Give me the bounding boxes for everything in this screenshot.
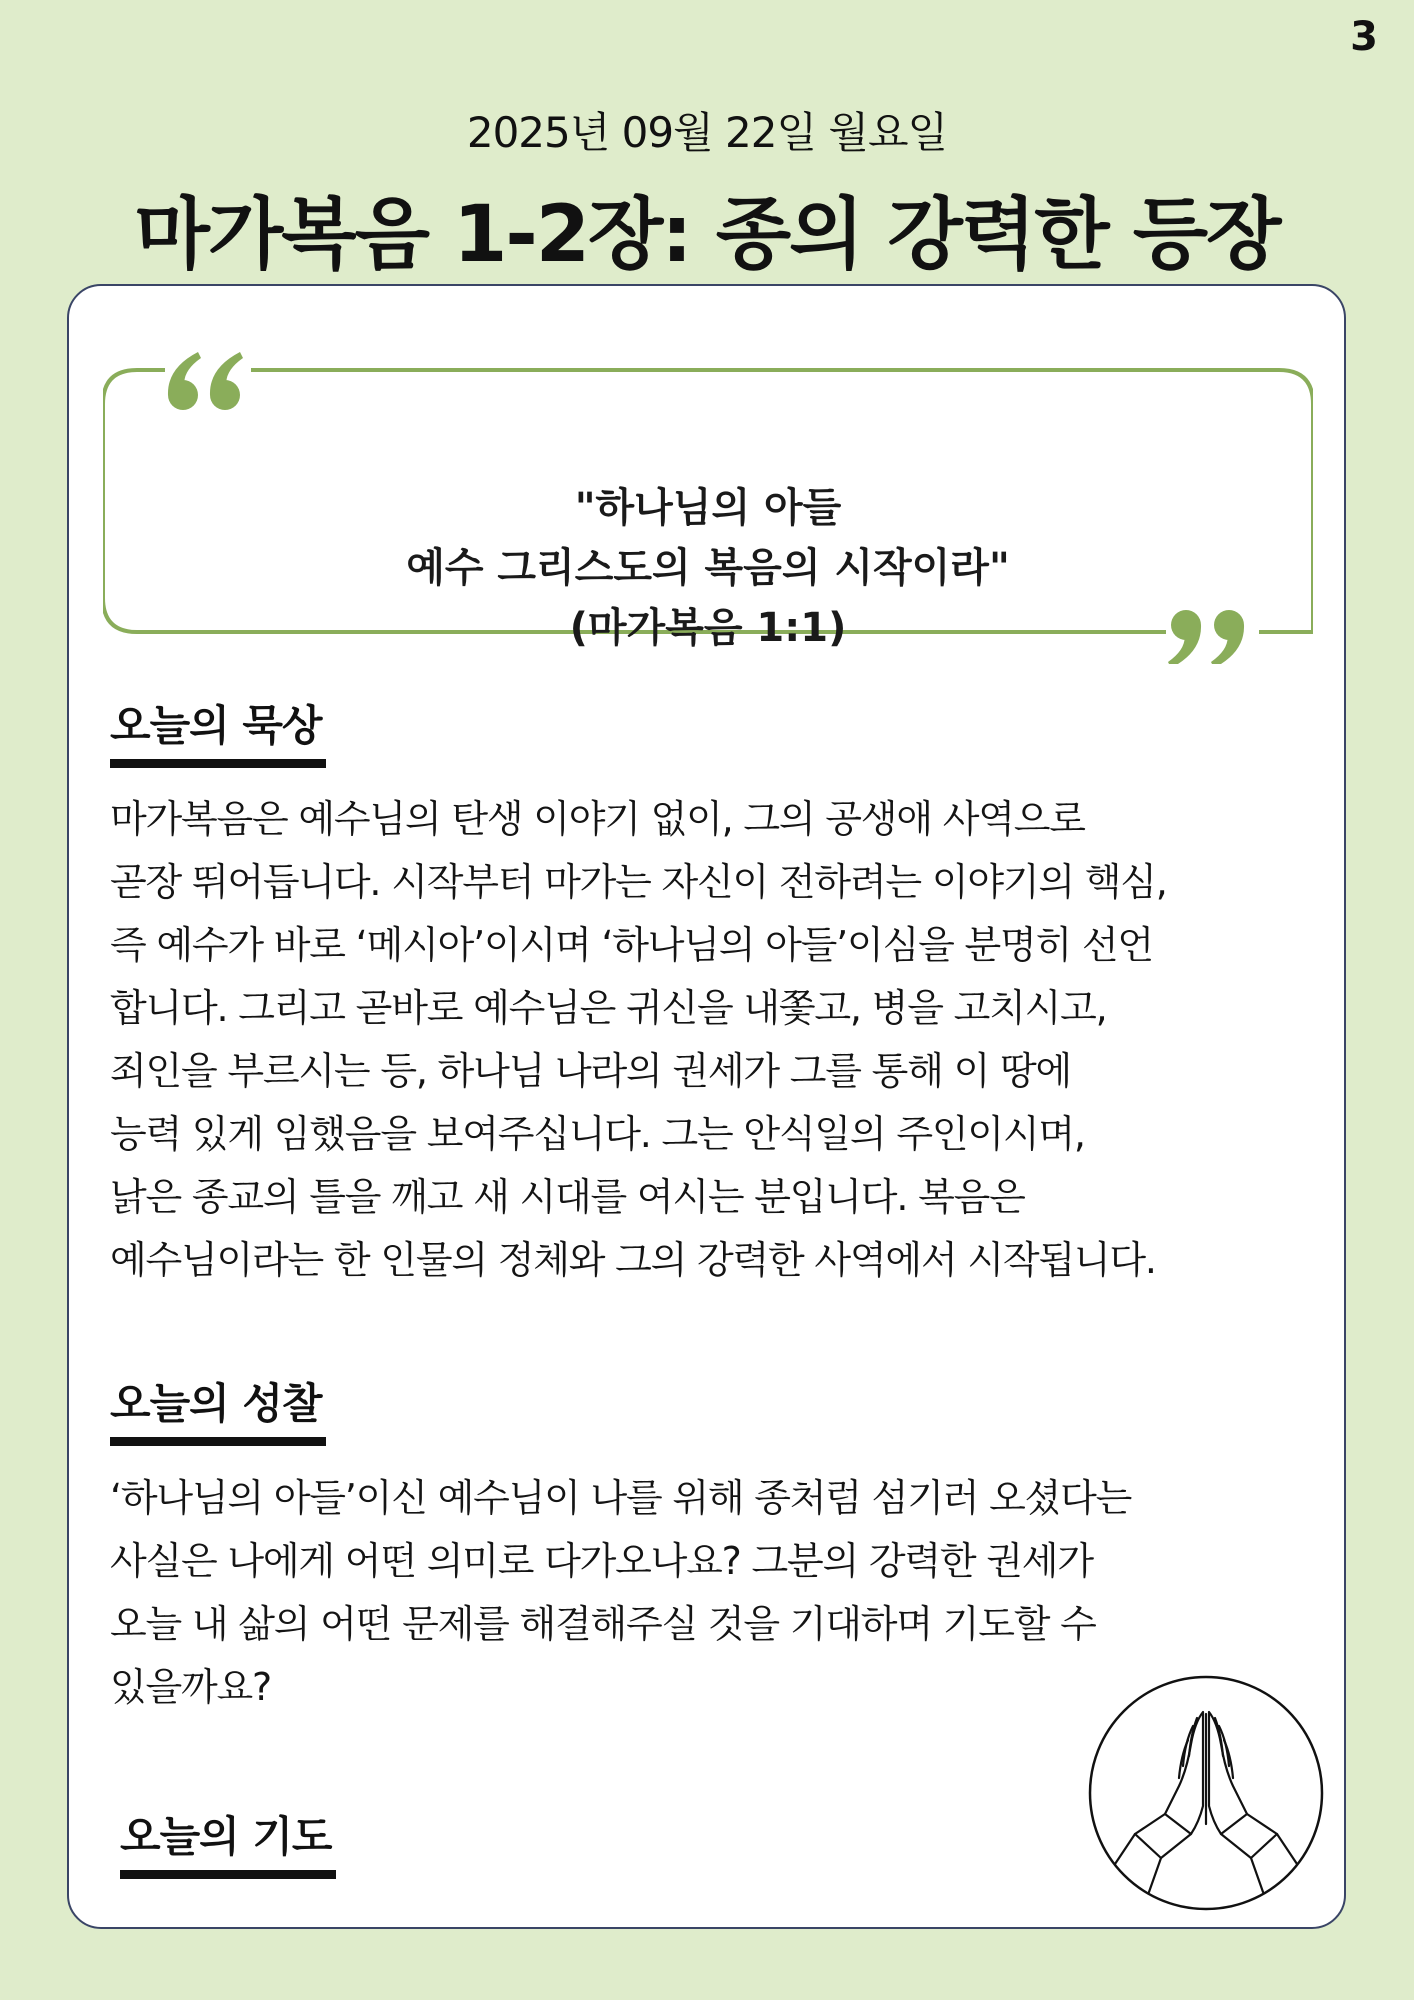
open-quote-icon [168, 352, 243, 410]
meditation-underline [110, 759, 326, 768]
reflection-line: 있을까요? [110, 1665, 272, 1709]
meditation-line: 곧장 뛰어듭니다. 시작부터 마가는 자신이 전하려는 이야기의 핵심, [110, 860, 1167, 904]
prayer-heading: 오늘의 기도 [120, 1812, 332, 1861]
meditation-line: 마가복음은 예수님의 탄생 이야기 없이, 그의 공생애 사역으로 [110, 797, 1085, 841]
meditation-line: 합니다. 그리고 곧바로 예수님은 귀신을 내쫓고, 병을 고치시고, [110, 986, 1107, 1030]
meditation-heading: 오늘의 묵상 [110, 701, 322, 750]
quote-line: "하나님의 아들 [574, 485, 842, 531]
scripture-quote-box [103, 348, 1313, 664]
quote-line: 예수 그리스도의 복음의 시작이라" [406, 545, 1010, 591]
meditation-text [110, 788, 1320, 1292]
quote-reference: (마가복음 1:1) [569, 605, 847, 651]
reflection-line: 오늘 내 삶의 어떤 문제를 해결해주실 것을 기대하며 기도할 수 [110, 1602, 1096, 1646]
meditation-line: 즉 예수가 바로 ‘메시아’이시며 ‘하나님의 아들’이심을 분명히 선언 [110, 923, 1153, 967]
reflection-heading: 오늘의 성찰 [110, 1379, 322, 1428]
page-title: 마가복음 1-2장: 종의 강력한 등장 [134, 190, 1280, 280]
reflection-underline [110, 1437, 326, 1446]
devotional-card [67, 284, 1346, 1929]
meditation-line: 낡은 종교의 틀을 깨고 새 시대를 여시는 분입니다. 복음은 [110, 1175, 1025, 1219]
meditation-line: 죄인을 부르시는 등, 하나님 나라의 권세가 그를 통해 이 땅에 [110, 1049, 1071, 1093]
reflection-line: ‘하나님의 아들’이신 예수님이 나를 위해 종처럼 섬기러 오셨다는 [110, 1476, 1132, 1520]
meditation-line: 예수님이라는 한 인물의 정체와 그의 강력한 사역에서 시작됩니다. [110, 1238, 1156, 1282]
date-line: 2025년 09월 22일 월요일 [466, 108, 948, 157]
scripture-quote [103, 478, 1313, 658]
meditation-line: 능력 있게 임했음을 보여주십니다. 그는 안식일의 주인이시며, [110, 1112, 1085, 1156]
page-number: 3 [1350, 14, 1378, 60]
prayer-underline [120, 1870, 336, 1879]
praying-hands-icon [1087, 1674, 1325, 1912]
reflection-line: 사실은 나에게 어떤 의미로 다가오나요? 그분의 강력한 권세가 [110, 1539, 1093, 1583]
